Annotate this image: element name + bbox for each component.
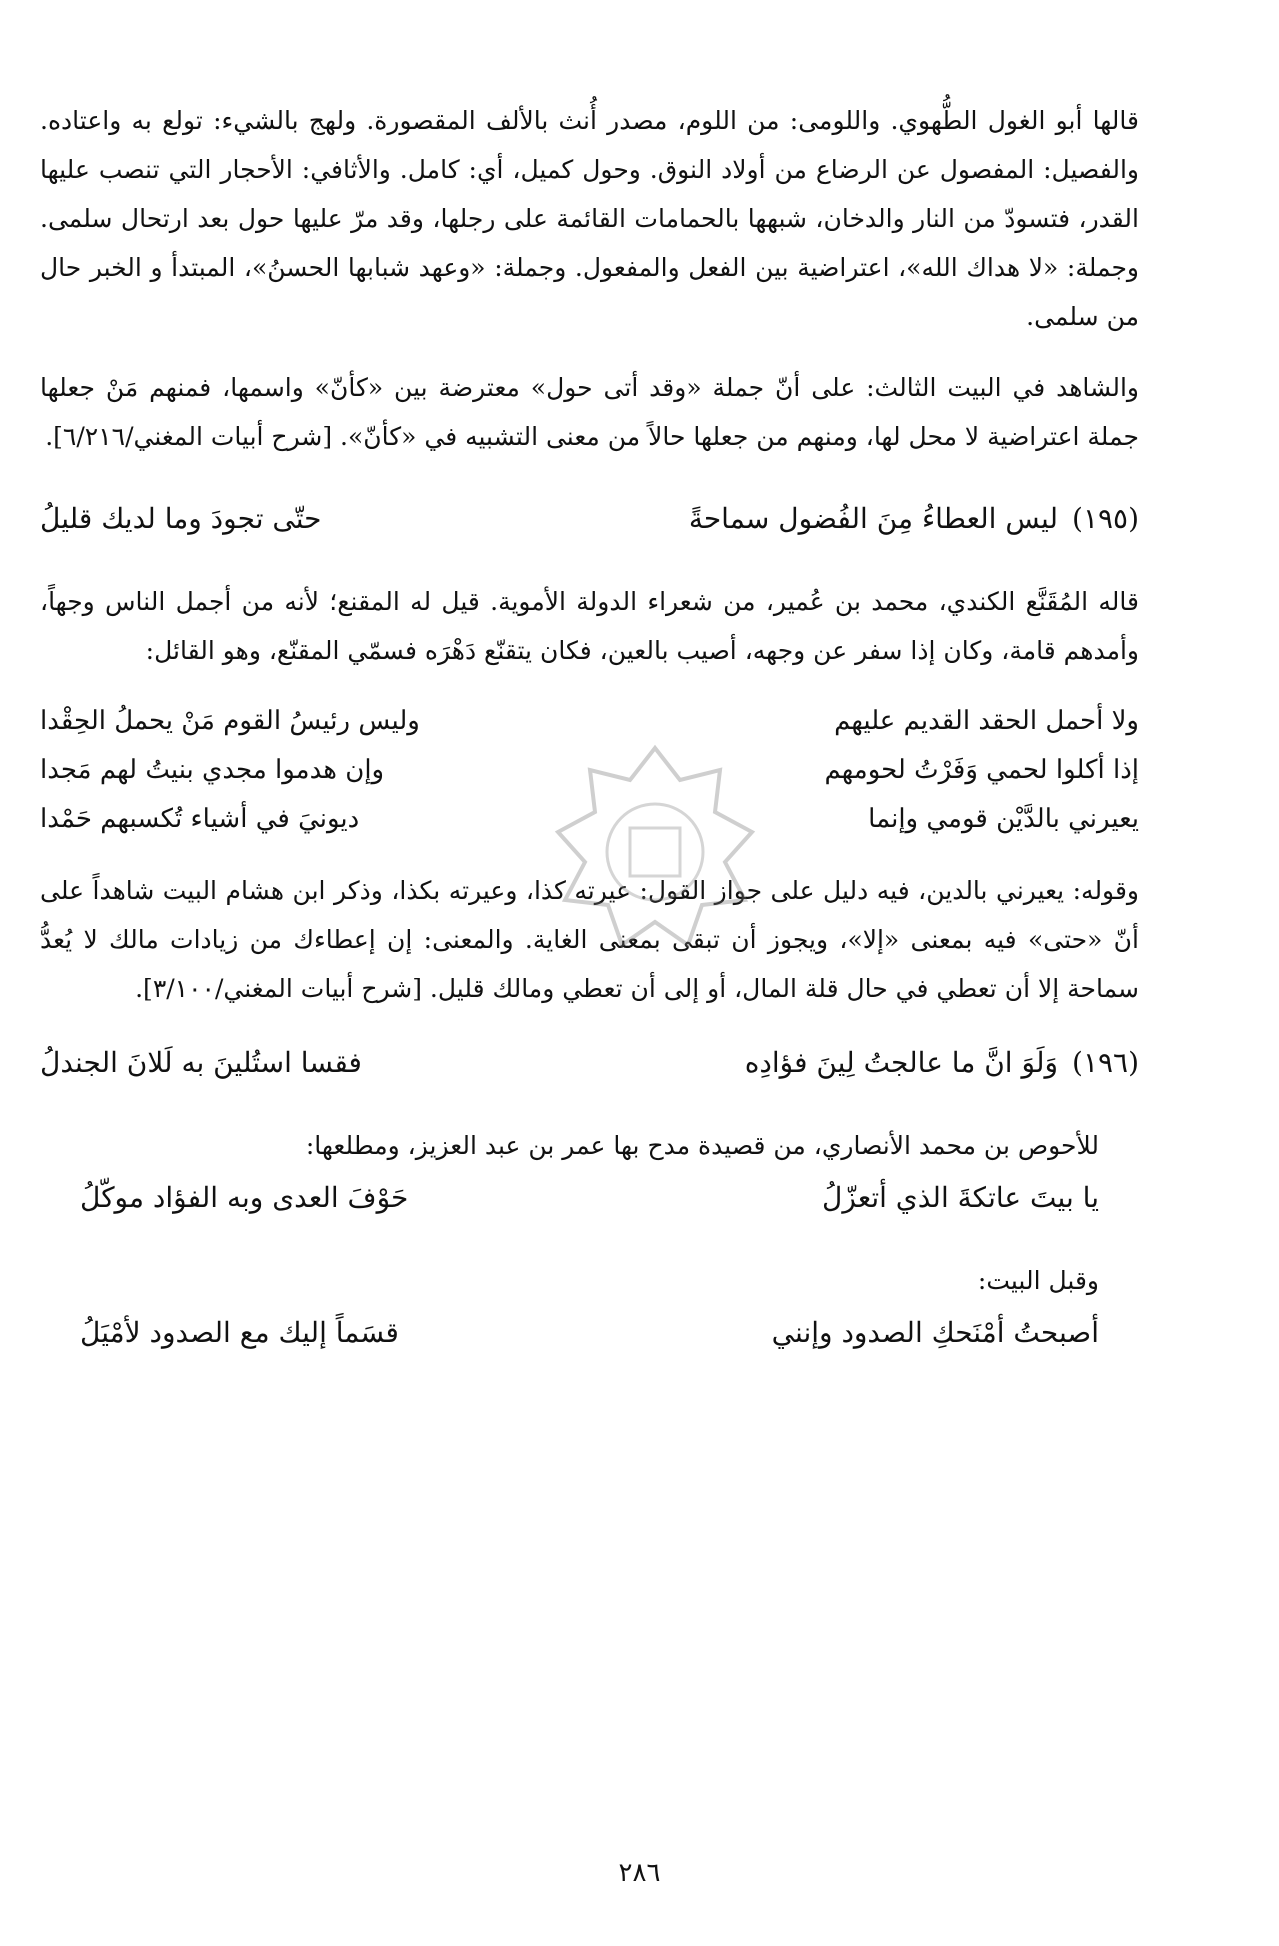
verse-first-hemistich: أصبحتُ أمْنَحكِ الصدود وإنني <box>771 1316 1099 1349</box>
poem-second-hemistich: ديونيَ في أشياء تُكسبهم حَمْدا <box>40 804 360 834</box>
paragraph-commentary-2: وقوله: يعيرني بالدين، فيه دليل على جواز القول: عيرته كذا، وعيرته بكذا، وذكر ابن هشام البيت شاهداً على أنّ «حتى» فيه بمعنى «إلا»، ويجوز أن تبقى بمعنى الغاية. والمعنى: إن إعطاءك من زيادات مالك لا يُعدُّ سماحة إلا أن تعطي في حال قلة المال، أو إلى أن تعطي ومالك قليل. [شرح أبيات المغني/٣/١٠٠]. <box>40 876 1139 1003</box>
verse-number: (١٩٥) <box>1072 502 1139 535</box>
poem-first-hemistich: ولا أحمل الحقد القديم عليهم <box>834 706 1139 736</box>
verse-second-hemistich: قسَماً إليك مع الصدود لأمْيَلُ <box>80 1316 399 1349</box>
verse-195 <box>40 491 1139 547</box>
poem-second-hemistich: وليس رئيسُ القوم مَنْ يحملُ الحِقْدا <box>40 706 420 736</box>
paragraph-before-verse: وقبل البيت: <box>977 1266 1099 1295</box>
paragraph-poet-intro: للأحوص بن محمد الأنصاري، من قصيدة مدح بها عمر بن عبد العزيز، ومطلعها: <box>305 1131 1099 1160</box>
page-number: ٢٨٦ <box>618 1858 661 1888</box>
poem-line <box>40 697 1139 746</box>
poem-first-hemistich: إذا أكلوا لحمي وَفَرْتُ لحومهم <box>824 755 1139 785</box>
poem-first-hemistich: يعيرني بالدَّيْن قومي وإنما <box>868 804 1139 834</box>
verse-number: (١٩٦) <box>1072 1046 1139 1079</box>
verse-196 <box>40 1035 1139 1091</box>
verse-second-hemistich: فقسا استُلينَ به لَلانَ الجندلُ <box>40 1046 362 1079</box>
poem-second-hemistich: وإن هدموا مجدي بنيتُ لهم مَجدا <box>40 755 385 785</box>
verse-second-hemistich: حَوْفَ العدى وبه الفؤاد موكّلُ <box>80 1181 409 1214</box>
library-stamp-watermark <box>540 740 770 970</box>
verse-qabl <box>80 1305 1099 1361</box>
verse-matla <box>80 1170 1099 1226</box>
verse-first-hemistich: وَلَوَ انَّ ما عالجتُ لِينَ فؤادِه <box>744 1046 1058 1079</box>
paragraph-shahid-1: والشاهد في البيت الثالث: على أنّ جملة «وقد أتى حول» معترضة بين «كأنّ» واسمها، فمنهم مَنْ جعلها جملة اعتراضية لا محل لها، ومنهم من جعلها حالاً من معنى التشبيه في «كأنّ». [شرح أبيات المغني/٦/٢١٦]. <box>40 373 1139 451</box>
verse-second-hemistich: حتّى تجودَ وما لديك قليلُ <box>40 502 322 535</box>
verse-first-hemistich: ليس العطاءُ مِنَ الفُضول سماحةً <box>688 502 1058 535</box>
paragraph-poet-bio: قاله المُقَنَّع الكندي، محمد بن عُمير، من شعراء الدولة الأموية. قيل له المقنع؛ لأنه من أجمل الناس وجهاً، وأمدهم قامة، وكان إذا سفر عن وجهه، أصيب بالعين، فكان يتقنّع دَهْرَه فسمّي المقنّع، وهو القائل: <box>40 587 1139 665</box>
paragraph-commentary-1: قالها أبو الغول الطُّهوي. واللومى: من اللوم، مصدر أُنث بالألف المقصورة. ولهج بالشيء: تولع به واعتاده. والفصيل: المفصول عن الرضاع من أولاد النوق. وحول كميل، أي: كامل. والأثافي: الأحجار التي تنصب عليها القدر، فتسودّ من النار والدخان، شبهها بالحمامات القائمة على رجلها، وقد مرّ عليها حول بعد ارتحال سلمى. وجملة: «لا هداك الله»، اعتراضية بين الفعل والمفعول. وجملة: «وعهد شبابها الحسنُ»، المبتدأ و الخبر حال من سلمى. <box>40 106 1139 331</box>
verse-first-hemistich: يا بيتَ عاتكةَ الذي أتعزّلُ <box>822 1181 1099 1214</box>
page-body <box>40 96 1139 1361</box>
